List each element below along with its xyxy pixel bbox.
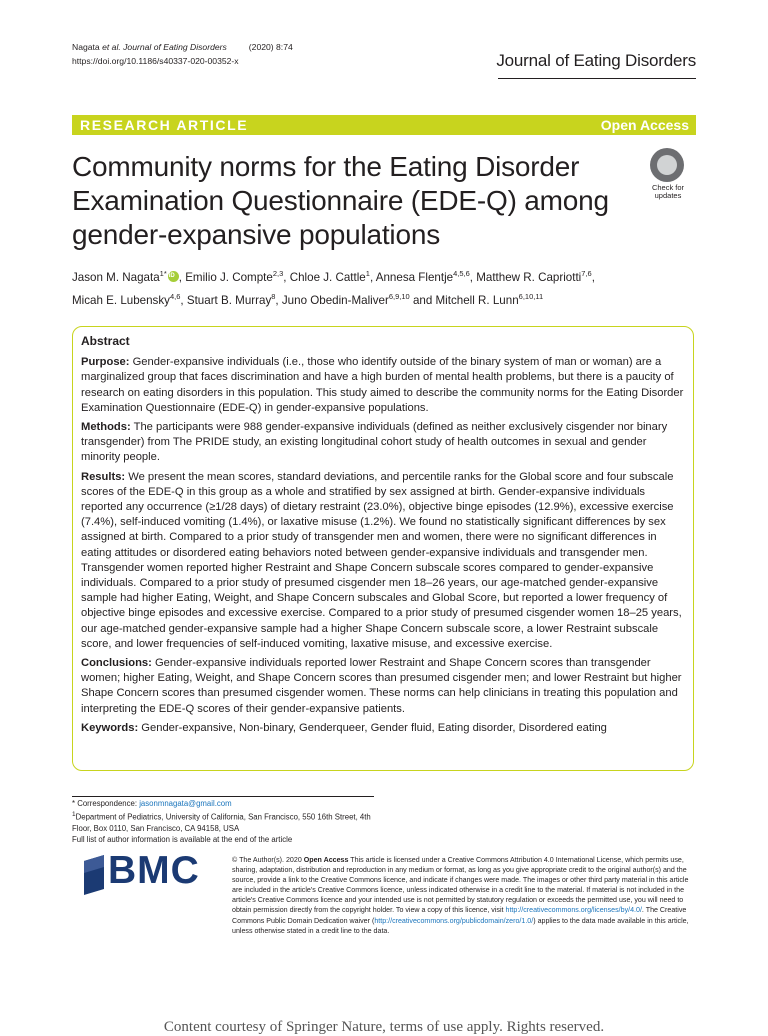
doi-link[interactable]: https://doi.org/10.1186/s40337-020-00352-x xyxy=(72,55,239,66)
article-title: Community norms for the Eating Disorder Examination Questionnaire (EDE-Q) among gender-expansive populations xyxy=(72,151,609,250)
abstract-methods xyxy=(81,420,687,466)
author-affiliation-ref: 6,9,10 xyxy=(388,291,410,301)
keywords-label: Keywords: xyxy=(81,721,139,734)
author-affiliation-ref: 4,6 xyxy=(169,291,181,301)
abstract-results xyxy=(81,470,687,652)
citation-header xyxy=(72,41,293,68)
author-affiliation-ref: 7,6 xyxy=(581,269,592,278)
conclusions-text: Gender-expansive individuals reported lower Restraint and Shape Concern scores than transgender women; higher Eating, Weight, and Shape Concern scores than presumed cisgender men; and lower Restraint but higher Shape Concern scores than presumed cisgender women. These norms can help clinicians in treating this population and interpreting the EDE-Q scores of their gender-expansive patients. xyxy=(81,657,682,715)
author-list: Jason M. Nagata$^{1*}$iD , Emilio J. Compte$^{2,3}$, Chloe J. Cattle$^1$, Annesa Flentje$^{4,5,6}$, Matthew R. Capriotti$^{7,6}$, Micah E. Lubensky$^{4,6}$, Stuart B. Murray$^8$, Juno Obedin-Maliver$^{6,9,10}$ and Mitchell R. Lunn$^{6,10,11}$ xyxy=(72,264,696,310)
author-affiliation-ref: 2,3 xyxy=(272,269,284,278)
author-name[interactable]: Stuart B. Murray xyxy=(186,293,272,307)
author-affiliation-ref: 8 xyxy=(271,291,276,301)
results-label: Results: xyxy=(81,470,126,483)
cc0-link[interactable]: http://creativecommons.org/publicdomain/zero/1.0/ xyxy=(374,916,534,925)
check-for-updates-label-2: updates xyxy=(654,191,682,200)
purpose-label: Purpose: xyxy=(81,356,130,369)
author-affiliation-ref: 1 xyxy=(365,269,370,278)
license-text: © The Author(s). 2020 Open Access This article is licensed under a Creative Commons Attribution 4.0 International License, which permits use, sharing, adaptation, distribution and reproduction in any medium or format, as long as you give appropriate credit to the original author(s) and the source, provide a link to the Creative Commons licence, and indicate if changes were made. The images or other third party material in this article are included in the article's Creative Commons licence, unless indicated otherwise in a credit line to the material. If material is not included in the article's Creative Commons licence and your intended use is not permitted by statutory regulation or exceeds the permitted use, you will need to obtain permission directly from the copyright holder. To view a copy of this licence, visit http://creativecommons.org/licenses/by/4.0/. The Creative Commons Public Domain Dedication waiver (http://creativecommons.org/publicdomain/zero/1.0/) applies to the data made available in this article, unless otherwise stated in a credit line to the data. xyxy=(232,856,689,935)
cc-by-link[interactable]: http://creativecommons.org/licenses/by/4.0/ xyxy=(505,906,642,915)
author-name[interactable]: Chloe J. Cattle xyxy=(289,270,366,284)
check-for-updates-label: Check for xyxy=(651,183,685,192)
author-info-note: Full list of author information is available at the end of the article xyxy=(72,835,293,845)
check-for-updates-button[interactable] xyxy=(640,146,696,202)
author-affiliation-ref: 4,5,6 xyxy=(453,269,470,278)
keywords-text: Gender-expansive, Non-binary, Genderqueer, Gender fluid, Eating disorder, Disordered eating xyxy=(138,721,607,734)
conclusions-label: Conclusions: xyxy=(81,657,152,670)
affiliation: $^1$Department of Pediatrics, University of California, San Francisco, 550 16th Street, 4th Floor, Box 0110, San Francisco, CA 94158, USA xyxy=(72,811,371,833)
citation-authors: Nagata xyxy=(72,42,103,52)
author-name[interactable]: Emilio J. Compte xyxy=(185,270,273,284)
bmc-logo-text: BMC xyxy=(108,849,200,892)
author-affiliation-ref: 6,10,11 xyxy=(518,291,544,301)
footnote xyxy=(72,798,372,845)
methods-text: The participants were 988 gender-expansive individuals (defined as neither exclusively cisgender nor binary transgender) from The PRIDE study, an existing longitudinal cohort study of health outcomes in sexual and gender minority people. xyxy=(81,421,668,464)
header-divider xyxy=(498,78,696,79)
author-affiliation-ref: 1* xyxy=(159,269,167,278)
abstract xyxy=(81,334,687,740)
check-for-updates-icon xyxy=(650,148,684,182)
author-name[interactable]: Micah E. Lubensky xyxy=(72,293,170,307)
purpose-text: Gender-expansive individuals (i.e., those who identify outside of the binary system of man or woman) are a marginalized group that faces discrimination and have a high burden of mental health problems, but there is a paucity of research on eating disorders in this population. This study aimed to describe the community norms for the Eating Disorder Examination Questionnaire (EDE-Q) in gender-expansive populations. xyxy=(81,356,684,414)
abstract-heading: Abstract xyxy=(81,334,130,348)
author-name[interactable]: Juno Obedin-Maliver xyxy=(281,293,389,307)
citation-year: (2020) 8:74 xyxy=(248,42,293,52)
author-name[interactable]: Mitchell R. Lunn xyxy=(435,293,519,307)
abstract-purpose xyxy=(81,355,687,416)
author-name[interactable]: Matthew R. Capriotti xyxy=(476,270,582,284)
bmc-logo-icon xyxy=(84,855,106,895)
email-link[interactable]: jasonmnagata@gmail.com xyxy=(139,799,232,808)
bmc-logo[interactable] xyxy=(84,851,220,895)
abstract-keywords xyxy=(81,721,687,736)
article-type-label: RESEARCH ARTICLE xyxy=(80,117,249,133)
results-text: We present the mean scores, standard deviations, and percentile ranks for the Global score and four subscale scores of the EDE-Q in this group as a whole and stratified by sex assigned at birth. Gender-expansive individuals reported any occurrence (≥1/28 days) of dietary restraint (23.0%), objective binge episodes (12.9%), excessive exercise (7.4%), self-induced vomiting (1.4%), or laxative misuse (1.2%). We found no statistically significant differences by sex assigned at birth. Compared to a prior study of transgender men and women, there were no significant differences in eating attitudes or disordered eating behaviors noted between gender-expansive individuals and transgender men. Transgender women reported higher Restraint and Shape Concern subscale scores compared to gender-expansive individuals. Compared to a prior study of presumed cisgender men 18–26 years, our age-matched gender-expansive sample had higher Eating, Weight, and Shape Concern subscales and Global Score, but reported a lower frequency of objective binge episodes and excessive exercise. Compared to a prior study of presumed cisgender women 18–25 years, our age-matched gender-expansive sample had a higher Shape Concern subscale score, a lower Restraint subscale score, and lower frequencies of self-induced vomiting, laxative misuse, and excessive exercise. xyxy=(81,470,682,650)
open-access-inline: Open Access xyxy=(303,856,349,864)
orcid-icon[interactable] xyxy=(168,271,179,282)
author-name[interactable]: Annesa Flentje xyxy=(375,270,454,284)
methods-label: Methods: xyxy=(81,421,131,434)
open-access-label: Open Access xyxy=(600,117,689,133)
author-name[interactable]: Jason M. Nagata xyxy=(72,270,160,284)
footnote-divider xyxy=(72,796,374,797)
citation-line xyxy=(72,41,293,55)
correspondence: * Correspondence: jasonmnagata@gmail.com xyxy=(72,799,232,808)
citation-journal: et al. Journal of Eating Disorders xyxy=(102,42,227,52)
journal-name: Journal of Eating Disorders xyxy=(496,51,696,70)
courtesy-notice: Content courtesy of Springer Nature, terms of use apply. Rights reserved. xyxy=(163,1019,605,1035)
abstract-conclusions xyxy=(81,656,687,717)
